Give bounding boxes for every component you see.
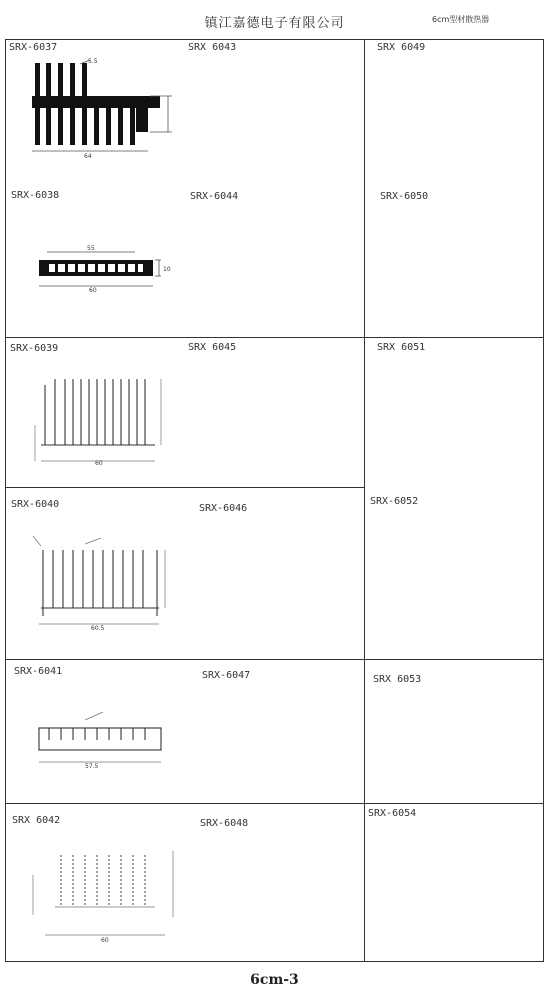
row-divider-3 [5, 659, 543, 660]
column-divider [364, 39, 365, 962]
row-divider-4 [5, 803, 543, 804]
dim-6038-height: 10 [163, 266, 171, 273]
product-label-srx-6048: SRX-6048 [200, 818, 249, 829]
table-left-border [5, 39, 6, 962]
product-label-srx-6044: SRX-6044 [190, 191, 239, 202]
row-divider-2 [5, 487, 364, 488]
company-name: 镇江嘉德电子有限公司 [204, 16, 345, 31]
dim-6038-inner: 55 [87, 245, 95, 252]
product-label-srx-6040: SRX-6040 [11, 499, 60, 510]
product-label-srx-6053: SRX 6053 [373, 674, 422, 685]
table-right-border [543, 39, 544, 962]
product-label-srx-6045: SRX 6045 [188, 342, 237, 353]
product-label-srx-6054: SRX-6054 [368, 808, 417, 819]
page-number: 6cm-3 [250, 972, 299, 988]
dim-6042-width: 60 [101, 937, 109, 944]
product-label-srx-6042: SRX 6042 [12, 815, 61, 826]
dim-6038-width: 60 [89, 287, 97, 294]
table-bottom-border [5, 961, 543, 962]
product-label-srx-6049: SRX 6049 [377, 42, 426, 53]
drawing-srx-6040 [25, 530, 175, 635]
drawing-srx-6038 [25, 240, 175, 295]
product-label-srx-6051: SRX 6051 [377, 342, 426, 353]
row-divider-1 [5, 337, 543, 338]
product-label-srx-6038: SRX-6038 [11, 190, 60, 201]
product-label-srx-6050: SRX-6050 [380, 191, 429, 202]
dim-6037-thickness: 5.5 [88, 58, 98, 65]
dim-6039-width: 60 [95, 460, 103, 467]
product-label-srx-6052: SRX-6052 [370, 496, 419, 507]
product-label-srx-6047: SRX-6047 [202, 670, 251, 681]
drawing-srx-6039 [25, 365, 175, 470]
product-label-srx-6039: SRX-6039 [10, 343, 59, 354]
product-label-srx-6043: SRX 6043 [188, 42, 237, 53]
dim-6037-width: 64 [84, 153, 92, 160]
drawing-srx-6041 [25, 700, 175, 775]
product-label-srx-6046: SRX-6046 [199, 503, 248, 514]
product-label-srx-6037: SRX-6037 [9, 42, 58, 53]
drawing-srx-6037 [20, 55, 190, 160]
dim-6041-width: 57.5 [85, 763, 99, 770]
dim-6040-width: 60.5 [91, 625, 105, 632]
drawing-srx-6042 [15, 845, 185, 945]
catalog-category: 6cm型材散热器 [432, 15, 490, 24]
table-top-border [5, 39, 543, 40]
product-label-srx-6041: SRX-6041 [14, 666, 63, 677]
